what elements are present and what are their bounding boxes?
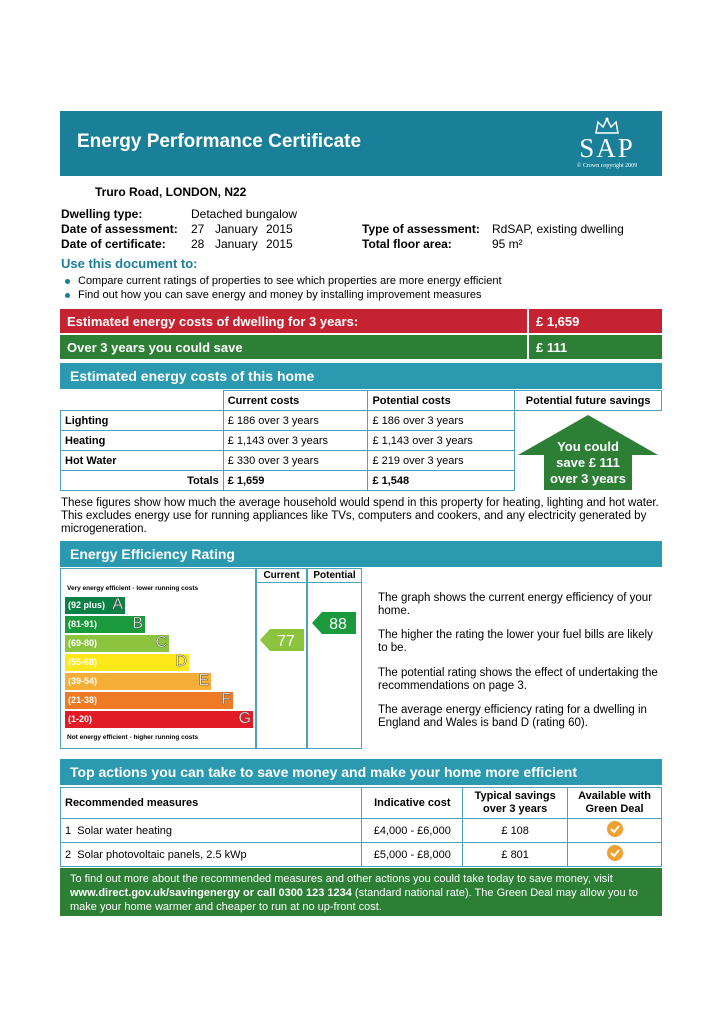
potential-rating-marker bbox=[312, 612, 356, 634]
sap-logo bbox=[566, 115, 648, 171]
measure-saving: £ 801 bbox=[463, 843, 568, 867]
rating-text-3: The potential rating shows the effect of undertaking the recommendations on page 3. bbox=[378, 667, 658, 692]
certificate-month: January bbox=[215, 237, 258, 251]
assessment-type-label: Type of assessment: bbox=[362, 222, 480, 236]
page-title: Energy Performance Certificate bbox=[77, 131, 362, 152]
col-typical-savings: Typical savings over 3 years bbox=[463, 788, 568, 819]
row-name: Hot Water bbox=[61, 451, 224, 471]
band-range: (55-68) bbox=[68, 657, 98, 667]
list-item: Find out how you can save energy and money by installing improvement measures bbox=[61, 289, 661, 303]
band-letter: C bbox=[155, 634, 167, 651]
footer-link[interactable]: www.direct.gov.uk/savingenergy or call 0300 123 1234 bbox=[70, 887, 352, 899]
col-green-deal: Available with Green Deal bbox=[568, 788, 662, 819]
measure-saving: £ 108 bbox=[463, 819, 568, 843]
rating-band-d bbox=[65, 654, 189, 671]
rating-band-a bbox=[65, 597, 125, 614]
green-deal-cell bbox=[568, 843, 662, 867]
footer-line-1: To find out more about the recommended measures and other actions you could take today to save money, visit bbox=[70, 873, 613, 885]
costs-note: These figures show how much the average household would spend in this property for heating, lighting and hot water. This excludes energy use for running appliances like TVs, computers and cookers, and any electricity generated by microgeneration. bbox=[61, 497, 659, 535]
use-doc-list bbox=[61, 275, 661, 303]
col-potential-costs: Potential costs bbox=[368, 391, 515, 411]
band-range: (39-54) bbox=[68, 676, 98, 686]
rating-text-4: The average energy efficiency rating for a dwelling in England and Wales is band D (rating 60). bbox=[378, 704, 647, 729]
rating-band-g bbox=[65, 711, 253, 728]
col-indicative-cost: Indicative cost bbox=[362, 788, 463, 819]
assessment-date-label: Date of assessment: bbox=[61, 222, 178, 236]
col-current-costs: Current costs bbox=[223, 391, 368, 411]
floor-area-value: 95 m² bbox=[492, 237, 523, 251]
current-cost: £ 330 over 3 years bbox=[223, 451, 368, 471]
band-range: (81-91) bbox=[68, 619, 98, 629]
actions-table bbox=[60, 787, 662, 867]
savings-label: Over 3 years you could save bbox=[60, 335, 527, 359]
actions-section-heading: Top actions you can take to save money and make your home more efficient bbox=[60, 759, 662, 785]
total-potential: £ 1,548 bbox=[368, 471, 515, 491]
measure-cell: 2 Solar photovoltaic panels, 2.5 kWp bbox=[61, 843, 362, 867]
use-doc-heading: Use this document to: bbox=[61, 256, 198, 271]
estimated-cost-value: £ 1,659 bbox=[529, 309, 662, 333]
footer-info bbox=[60, 868, 662, 916]
arrow-text-3: over 3 years bbox=[550, 471, 626, 486]
estimated-cost-label: Estimated energy costs of dwelling for 3 years: bbox=[60, 309, 527, 333]
measure-cost: £5,000 - £8,000 bbox=[362, 843, 463, 867]
band-range: (69-80) bbox=[68, 638, 98, 648]
band-letter: G bbox=[238, 710, 251, 727]
assessment-month: January bbox=[215, 222, 258, 236]
row-name: Heating bbox=[61, 431, 224, 451]
table-row bbox=[61, 788, 662, 819]
current-rating-value: 77 bbox=[277, 633, 295, 650]
certificate-header bbox=[60, 111, 662, 176]
savings-bar bbox=[60, 335, 662, 359]
current-cost: £ 1,143 over 3 years bbox=[223, 431, 368, 451]
assessment-year: 2015 bbox=[266, 222, 293, 236]
rating-bottom-label: Not energy efficient - higher running costs bbox=[67, 734, 199, 741]
arrow-text-2: save £ 111 bbox=[556, 455, 620, 470]
energy-rating-chart bbox=[60, 568, 362, 749]
rating-text-1: The graph shows the current energy efficiency of your home. bbox=[378, 592, 653, 617]
green-deal-cell bbox=[568, 819, 662, 843]
savings-arrow-icon bbox=[518, 415, 658, 491]
certificate-year: 2015 bbox=[266, 237, 293, 251]
band-range: (92 plus) bbox=[68, 600, 106, 610]
potential-cost: £ 219 over 3 years bbox=[368, 451, 515, 471]
rating-section-heading: Energy Efficiency Rating bbox=[60, 541, 662, 567]
band-letter: A bbox=[112, 596, 123, 613]
measure-cost: £4,000 - £6,000 bbox=[362, 819, 463, 843]
crown-copyright: © Crown copyright 2009 bbox=[576, 163, 638, 169]
sap-logo-letters: SAP bbox=[579, 133, 635, 163]
rating-col-current: Current bbox=[263, 570, 300, 581]
footer-line-3: make your home warmer and cheaper to run at no up-front cost. bbox=[70, 901, 382, 913]
col-future-savings: Potential future savings bbox=[515, 391, 662, 411]
list-item: Compare current ratings of properties to see which properties are more energy efficient bbox=[61, 275, 661, 289]
total-current: £ 1,659 bbox=[223, 471, 368, 491]
band-range: (1-20) bbox=[68, 714, 93, 724]
col-recommended-measures: Recommended measures bbox=[61, 788, 362, 819]
arrow-text-1: You could bbox=[557, 439, 619, 454]
current-cost: £ 186 over 3 years bbox=[223, 411, 368, 431]
assessment-day: 27 bbox=[191, 222, 205, 236]
row-name: Lighting bbox=[61, 411, 224, 431]
current-rating-marker bbox=[260, 629, 304, 651]
table-row bbox=[61, 819, 662, 843]
table-row bbox=[61, 843, 662, 867]
rating-band-f bbox=[65, 692, 233, 709]
certificate-date-label: Date of certificate: bbox=[61, 237, 166, 251]
potential-cost: £ 1,143 over 3 years bbox=[368, 431, 515, 451]
checkmark-icon bbox=[607, 821, 623, 837]
rating-band-b bbox=[65, 616, 145, 633]
rating-band-c bbox=[65, 635, 169, 652]
certificate-day: 28 bbox=[191, 237, 205, 251]
band-letter: D bbox=[175, 653, 187, 670]
band-letter: E bbox=[198, 672, 209, 689]
rating-band-e bbox=[65, 673, 211, 690]
table-row bbox=[61, 391, 662, 411]
dwelling-type-label: Dwelling type: bbox=[61, 207, 143, 221]
assessment-type-value: RdSAP, existing dwelling bbox=[492, 222, 624, 236]
rating-text-2: The higher the rating the lower your fuel bills are likely to be. bbox=[378, 629, 653, 654]
costs-section-heading: Estimated energy costs of this home bbox=[60, 363, 662, 389]
floor-area-label: Total floor area: bbox=[362, 237, 452, 251]
potential-cost: £ 186 over 3 years bbox=[368, 411, 515, 431]
measure-cell: 1 Solar water heating bbox=[61, 819, 362, 843]
band-letter: F bbox=[221, 691, 231, 708]
rating-top-label: Very energy efficient - lower running costs bbox=[67, 585, 199, 592]
footer-line-2: www.direct.gov.uk/savingenergy or call 0300 123 1234 (standard national rate). The Green Deal may allow you to bbox=[70, 887, 638, 899]
rating-col-potential: Potential bbox=[313, 570, 356, 581]
estimated-cost-bar bbox=[60, 309, 662, 333]
potential-rating-value: 88 bbox=[329, 616, 347, 633]
totals-label: Totals bbox=[61, 471, 224, 491]
property-address: Truro Road, LONDON, N22 bbox=[95, 185, 247, 199]
band-letter: B bbox=[132, 615, 143, 632]
checkmark-icon bbox=[607, 845, 623, 861]
band-range: (21-38) bbox=[68, 695, 98, 705]
dwelling-type-value: Detached bungalow bbox=[191, 207, 298, 221]
savings-value: £ 111 bbox=[529, 335, 662, 359]
